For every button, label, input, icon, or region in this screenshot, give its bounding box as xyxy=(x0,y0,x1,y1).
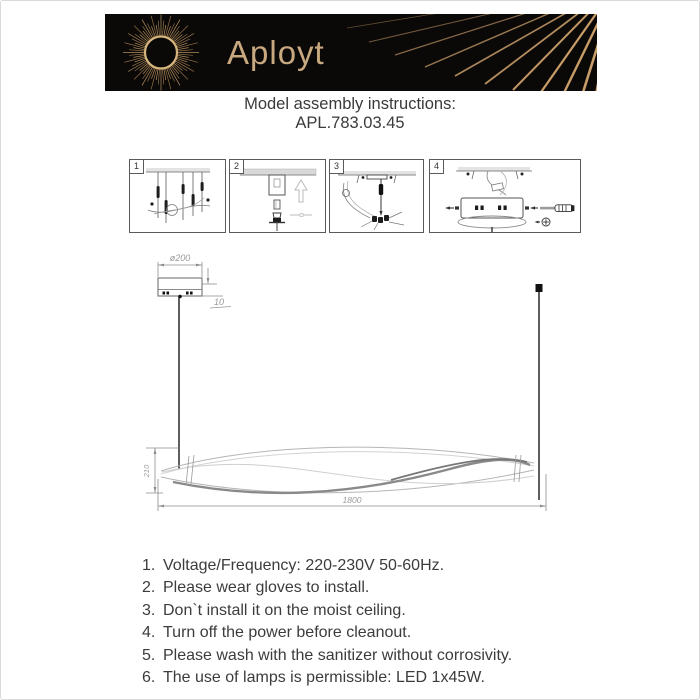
step-number: 1 xyxy=(129,159,144,174)
list-item xyxy=(142,645,602,667)
list-item xyxy=(142,667,602,689)
sunburst-logo-icon xyxy=(117,14,205,91)
step-1-illustration xyxy=(130,160,225,232)
model-number: APL.783.03.45 xyxy=(295,114,405,132)
dim-thickness: 10 xyxy=(213,297,225,307)
item-number: 5. xyxy=(142,646,156,664)
step-4-illustration xyxy=(430,160,580,232)
item-number: 2. xyxy=(142,579,156,597)
item-text: Please wash with the sanitizer without corrosivity. xyxy=(163,646,513,664)
item-text: Turn off the power before cleanout. xyxy=(163,624,412,642)
dim-length: 1800 xyxy=(342,495,362,505)
step-number: 3 xyxy=(329,159,344,174)
list-item xyxy=(142,555,602,577)
dim-height: 210 xyxy=(142,464,151,478)
item-text: Please wear gloves to install. xyxy=(163,579,370,597)
assembly-step-1 xyxy=(129,159,226,233)
item-number: 1. xyxy=(142,557,156,574)
step-number: 4 xyxy=(429,159,444,174)
step-number: 2 xyxy=(229,159,244,174)
item-text: The use of lamps is permissible: LED 1x45W. xyxy=(163,669,485,687)
list-item xyxy=(142,577,602,599)
dim-diameter: ø200 xyxy=(169,253,191,263)
lamp-technical-drawing xyxy=(61,251,601,541)
list-item xyxy=(142,622,602,644)
assembly-step-3 xyxy=(329,159,424,233)
instruction-list xyxy=(142,555,602,689)
item-number: 4. xyxy=(142,624,156,642)
brand-banner xyxy=(105,14,597,91)
step-2-illustration xyxy=(230,160,325,232)
item-text: Voltage/Frequency: 220-230V 50-60Hz. xyxy=(163,557,445,574)
item-number: 3. xyxy=(142,601,156,619)
item-number: 6. xyxy=(142,669,156,687)
rays-decoration-icon xyxy=(347,14,597,91)
list-item xyxy=(142,600,602,622)
item-text: Don`t install it on the moist ceiling. xyxy=(163,601,406,619)
page-title: Model assembly instructions: xyxy=(244,95,456,113)
header xyxy=(1,95,699,133)
brand-name: Aployt xyxy=(227,34,325,71)
assembly-step-4 xyxy=(429,159,581,233)
assembly-step-2 xyxy=(229,159,326,233)
